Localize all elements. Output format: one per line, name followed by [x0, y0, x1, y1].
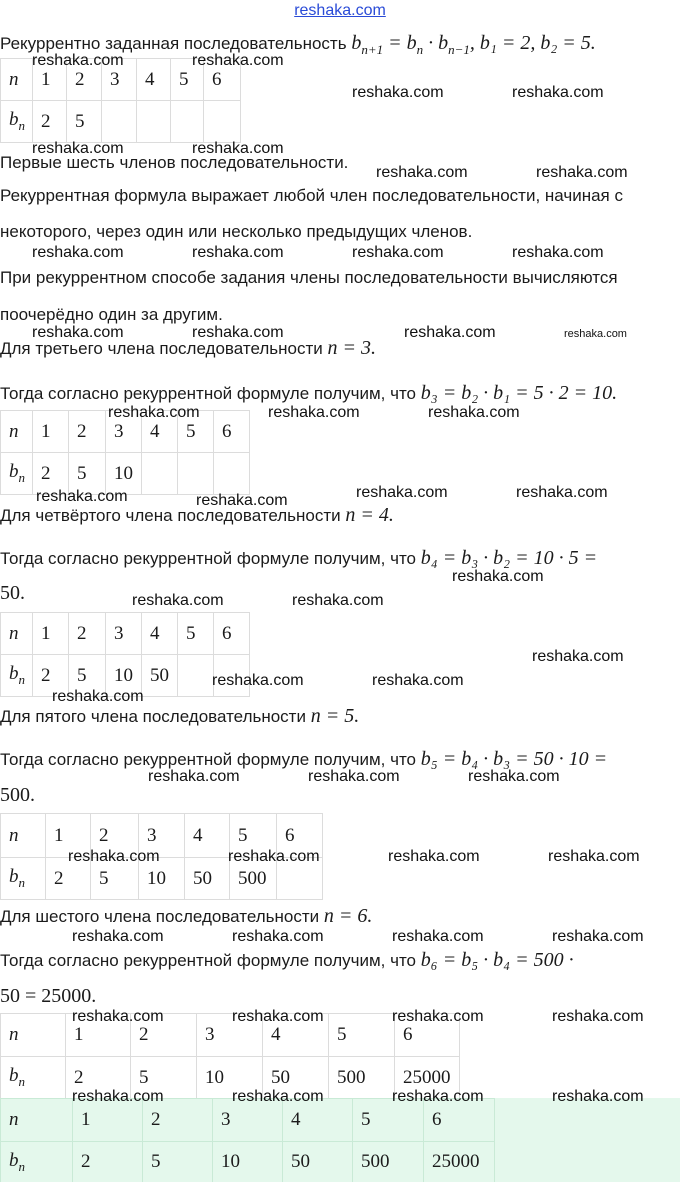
watermark: reshaka.com [552, 1088, 644, 1105]
table-cell: 5 [67, 101, 102, 143]
table-cell: 5 [69, 655, 106, 697]
watermark: reshaka.com [72, 1088, 164, 1105]
table-cell: 5 [69, 453, 106, 495]
intro-formula: $b_{n+1} = b_n \cdot b_{n-1}$, b₁ = 2, b₂ = 5. [351, 32, 596, 57]
table-cell: 10 [213, 1142, 283, 1182]
table-cell: 3 [197, 1014, 263, 1057]
table-cell: 500 [230, 858, 277, 900]
watermark: reshaka.com [36, 488, 128, 505]
watermark: reshaka.com [564, 328, 627, 340]
watermark: reshaka.com [228, 848, 320, 865]
table-cell: 4 [142, 411, 178, 453]
step5-member-line: Для пятого члена последовательности n = 5. [0, 705, 360, 727]
table-cell: 6 [395, 1014, 460, 1057]
header-b: $b_n$ [1, 655, 33, 697]
table-cell: 2 [46, 858, 91, 900]
watermark: reshaka.com [32, 140, 124, 157]
header-n: n [1, 411, 33, 453]
header-n: n [1, 814, 46, 858]
table-cell: 4 [185, 814, 230, 858]
step4-member-line: Для четвёртого члена последовательности n = 4. [0, 504, 394, 526]
sequence-table-1 [0, 58, 241, 143]
watermark: reshaka.com [532, 648, 624, 665]
table-cell: 2 [131, 1014, 197, 1057]
table-cell: 3 [102, 59, 137, 101]
step3-member-line: Для третьего члена последовательности n = 3. [0, 337, 376, 359]
watermark: reshaka.com [392, 928, 484, 945]
header-n: n [1, 1099, 73, 1142]
table-cell [137, 101, 171, 143]
header-b: $b_n$ [1, 1142, 73, 1182]
table-cell [142, 453, 178, 495]
table-cell: 4 [283, 1099, 353, 1142]
table-cell: 5 [230, 814, 277, 858]
table-cell: 10 [197, 1057, 263, 1099]
table-cell: 6 [214, 411, 250, 453]
method-text-1: При рекуррентном способе задания члены последовательности вычисляются [0, 268, 618, 287]
recurrent-text-1: Рекуррентная формула выражает любой член последовательности, начиная с [0, 186, 623, 205]
table-cell: 5 [353, 1099, 424, 1142]
table-cell: 500 [329, 1057, 395, 1099]
table-cell [214, 453, 250, 495]
header-b: $b_n$ [1, 453, 33, 495]
table-cell: 4 [263, 1014, 329, 1057]
watermark: reshaka.com [192, 140, 284, 157]
header-b: $b_n$ [1, 1057, 66, 1099]
table-cell: 50 [185, 858, 230, 900]
table-cell: 3 [213, 1099, 283, 1142]
watermark: reshaka.com [404, 324, 496, 341]
table-cell: 5 [131, 1057, 197, 1099]
table-cell: 2 [33, 655, 69, 697]
table-cell: 1 [33, 59, 67, 101]
step4-then-line: Тогда согласно рекуррентной формуле получим, что b₄ = b₃ · b₂ = 10 · 5 = [0, 547, 598, 569]
table-cell: 25000 [424, 1142, 495, 1182]
watermark: reshaka.com [552, 928, 644, 945]
table-cell: 3 [139, 814, 185, 858]
intro-text: Рекуррентно заданная последовательность [0, 34, 347, 53]
table-cell: 4 [137, 59, 171, 101]
table-cell: 50 [142, 655, 178, 697]
watermark: reshaka.com [356, 484, 448, 501]
watermark: reshaka.com [452, 568, 544, 585]
watermark: reshaka.com [52, 688, 144, 705]
first-six-text: Первые шесть членов последовательности. [0, 153, 349, 172]
watermark: reshaka.com [372, 672, 464, 689]
table-cell: 1 [33, 613, 69, 655]
watermark: reshaka.com [388, 848, 480, 865]
answer-table [0, 1098, 495, 1182]
table-cell: 1 [33, 411, 69, 453]
watermark: reshaka.com [352, 244, 444, 261]
watermark: reshaka.com [196, 492, 288, 509]
watermark: reshaka.com [232, 1088, 324, 1105]
watermark: reshaka.com [428, 404, 520, 421]
watermark: reshaka.com [72, 928, 164, 945]
table-cell: 50 [283, 1142, 353, 1182]
header-n: n [1, 613, 33, 655]
watermark: reshaka.com [292, 592, 384, 609]
table-cell: 10 [106, 453, 142, 495]
watermark: reshaka.com [212, 672, 304, 689]
table-cell: 1 [73, 1099, 143, 1142]
watermark: reshaka.com [376, 164, 468, 181]
watermark: reshaka.com [32, 324, 124, 341]
step4-then-cont: 50. [0, 582, 25, 604]
table-cell: 2 [67, 59, 102, 101]
watermark: reshaka.com [392, 1008, 484, 1025]
table-cell [204, 101, 241, 143]
step6-then-cont: 50 = 25000. [0, 985, 97, 1007]
table-cell: 5 [143, 1142, 213, 1182]
table-cell: 500 [353, 1142, 424, 1182]
table-cell: 10 [139, 858, 185, 900]
watermark: reshaka.com [548, 848, 640, 865]
table-cell: 1 [66, 1014, 131, 1057]
watermark: reshaka.com [192, 52, 284, 69]
watermark: reshaka.com [516, 484, 608, 501]
header-n: n [1, 1014, 66, 1057]
watermark: reshaka.com [512, 244, 604, 261]
watermark: reshaka.com [232, 928, 324, 945]
step5-then-cont: 500. [0, 784, 35, 806]
header-b: $b_n$ [1, 858, 46, 900]
table-cell: 2 [69, 411, 106, 453]
table-cell: 6 [214, 613, 250, 655]
header-n: n [1, 59, 33, 101]
watermark: reshaka.com [132, 592, 224, 609]
table-cell: 2 [33, 453, 69, 495]
header-b: $b_n$ [1, 101, 33, 143]
watermark: reshaka.com [32, 244, 124, 261]
table-cell: 5 [178, 613, 214, 655]
site-title-link[interactable]: reshaka.com [294, 2, 386, 19]
table-cell: 25000 [395, 1057, 460, 1099]
step6-then-line: Тогда согласно рекуррентной формуле получим, что b₆ = b₅ · b₄ = 500 · [0, 949, 574, 971]
watermark: reshaka.com [512, 84, 604, 101]
table-cell: 2 [91, 814, 139, 858]
watermark: reshaka.com [72, 1008, 164, 1025]
table-cell: 3 [106, 613, 142, 655]
watermark: reshaka.com [352, 84, 444, 101]
table-cell: 2 [143, 1099, 213, 1142]
watermark: reshaka.com [192, 324, 284, 341]
sequence-table-5 [0, 1013, 460, 1099]
table-cell: 4 [142, 613, 178, 655]
table-cell [178, 655, 214, 697]
table-cell: 2 [33, 101, 67, 143]
watermark: reshaka.com [268, 404, 360, 421]
table-cell: 5 [178, 411, 214, 453]
watermark: reshaka.com [232, 1008, 324, 1025]
table-cell [171, 101, 204, 143]
watermark: reshaka.com [32, 52, 124, 69]
recurrent-text-2: некоторого, через один или несколько предыдущих членов. [0, 222, 473, 241]
step6-member-line: Для шестого члена последовательности n = 6. [0, 905, 373, 927]
watermark: reshaka.com [108, 404, 200, 421]
step3-then-line: Тогда согласно рекуррентной формуле получим, что b₃ = b₂ · b₁ = 5 · 2 = 10. [0, 382, 618, 404]
watermark: reshaka.com [192, 244, 284, 261]
table-cell: 2 [69, 613, 106, 655]
watermark: reshaka.com [308, 768, 400, 785]
watermark: reshaka.com [468, 768, 560, 785]
table-cell: 10 [106, 655, 142, 697]
table-cell: 2 [73, 1142, 143, 1182]
table-cell [102, 101, 137, 143]
table-cell: 6 [424, 1099, 495, 1142]
step5-then-line: Тогда согласно рекуррентной формуле получим, что b₅ = b₄ · b₃ = 50 · 10 = [0, 748, 608, 770]
table-cell: 50 [263, 1057, 329, 1099]
table-cell: 5 [91, 858, 139, 900]
watermark: reshaka.com [552, 1008, 644, 1025]
answer-block [0, 1098, 680, 1182]
watermark: reshaka.com [148, 768, 240, 785]
table-cell: 1 [46, 814, 91, 858]
watermark: reshaka.com [392, 1088, 484, 1105]
table-cell: 3 [106, 411, 142, 453]
table-cell: 5 [171, 59, 204, 101]
table-cell [178, 453, 214, 495]
table-cell: 6 [277, 814, 323, 858]
watermark: reshaka.com [536, 164, 628, 181]
sequence-table-2 [0, 410, 250, 495]
method-text-2: поочерёдно один за другим. [0, 305, 223, 324]
table-cell: 2 [66, 1057, 131, 1099]
table-cell: 6 [204, 59, 241, 101]
table-cell: 5 [329, 1014, 395, 1057]
watermark: reshaka.com [68, 848, 160, 865]
